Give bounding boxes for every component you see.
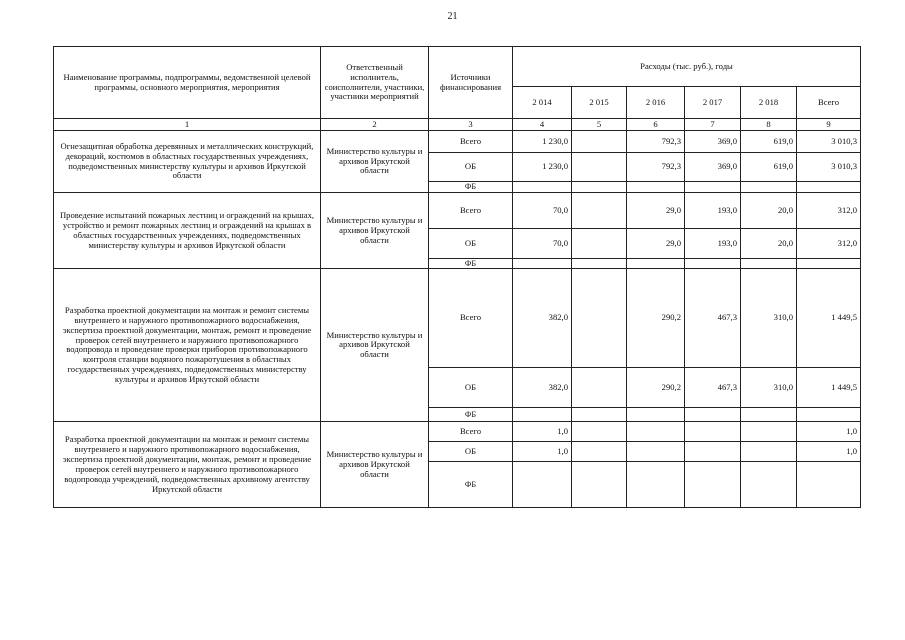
column-number: 5 <box>572 119 627 131</box>
value-cell <box>572 193 627 229</box>
value-cell: 1,0 <box>513 422 572 442</box>
table-row <box>54 422 861 442</box>
total-cell: 1,0 <box>797 422 861 442</box>
value-cell <box>627 462 685 508</box>
table-row <box>54 269 861 368</box>
value-cell: 290,2 <box>627 269 685 368</box>
value-cell <box>685 442 741 462</box>
source-cell: Всего <box>429 422 513 442</box>
value-cell <box>513 462 572 508</box>
total-cell <box>797 462 861 508</box>
source-cell: ОБ <box>429 368 513 408</box>
value-cell: 467,3 <box>685 368 741 408</box>
activity-name: Огнезащитная обработка деревянных и металлических конструкций, декораций, костюмов в областных государственных учреждениях, подведомственных министерству культуры и архивов Иркутской области <box>54 131 321 193</box>
value-cell <box>572 442 627 462</box>
header-responsible: Ответственный исполнитель, соисполнители, участники, участники мероприятий <box>321 47 429 119</box>
column-number: 6 <box>627 119 685 131</box>
header-name: Наименование программы, подпрограммы, ведомственной целевой программы, основного мероприятия, мероприятия <box>54 47 321 119</box>
table-row <box>54 193 861 229</box>
value-cell <box>627 259 685 269</box>
header-expenses: Расходы (тыс. руб.), годы <box>513 47 861 87</box>
value-cell <box>572 408 627 422</box>
column-numbers-row <box>54 119 861 131</box>
value-cell: 792,3 <box>627 131 685 153</box>
value-cell: 467,3 <box>685 269 741 368</box>
value-cell <box>572 131 627 153</box>
responsible-org: Министерство культуры и архивов Иркутской области <box>321 193 429 269</box>
value-cell: 619,0 <box>741 131 797 153</box>
value-cell: 1 230,0 <box>513 131 572 153</box>
value-cell: 70,0 <box>513 229 572 259</box>
source-cell: ФБ <box>429 408 513 422</box>
value-cell: 382,0 <box>513 269 572 368</box>
value-cell <box>627 442 685 462</box>
column-number: 4 <box>513 119 572 131</box>
responsible-org: Министерство культуры и архивов Иркутской области <box>321 131 429 193</box>
total-cell: 1 449,5 <box>797 368 861 408</box>
value-cell <box>572 229 627 259</box>
header-row <box>54 47 861 87</box>
activity-name: Разработка проектной документации на монтаж и ремонт системы внутреннего и наружного противопожарного водоснабжения, экспертиза проектной документации, монтаж, ремонт и проведение проверок сетей внутреннего и наружного противопожарного водопровода учреждений, подведомственных архивному агентству Иркутской области <box>54 422 321 508</box>
value-cell: 382,0 <box>513 368 572 408</box>
value-cell <box>741 462 797 508</box>
value-cell <box>685 462 741 508</box>
value-cell: 193,0 <box>685 193 741 229</box>
value-cell <box>513 259 572 269</box>
value-cell <box>685 182 741 193</box>
value-cell <box>741 408 797 422</box>
total-cell: 312,0 <box>797 193 861 229</box>
source-cell: ФБ <box>429 259 513 269</box>
source-cell: ОБ <box>429 442 513 462</box>
source-cell: ОБ <box>429 153 513 182</box>
value-cell <box>572 269 627 368</box>
value-cell: 310,0 <box>741 269 797 368</box>
value-cell <box>685 259 741 269</box>
value-cell <box>572 462 627 508</box>
column-number: 2 <box>321 119 429 131</box>
value-cell <box>572 259 627 269</box>
year-header: 2 016 <box>627 87 685 119</box>
total-cell: 312,0 <box>797 229 861 259</box>
budget-table <box>53 46 861 508</box>
value-cell: 619,0 <box>741 153 797 182</box>
total-cell <box>797 182 861 193</box>
value-cell: 1 230,0 <box>513 153 572 182</box>
value-cell: 1,0 <box>513 442 572 462</box>
total-cell <box>797 408 861 422</box>
year-header: 2 018 <box>741 87 797 119</box>
total-cell: 1,0 <box>797 442 861 462</box>
value-cell: 20,0 <box>741 193 797 229</box>
page-number: 21 <box>447 11 458 22</box>
value-cell <box>741 442 797 462</box>
value-cell <box>685 408 741 422</box>
table-row <box>54 131 861 153</box>
year-header: 2 014 <box>513 87 572 119</box>
value-cell: 70,0 <box>513 193 572 229</box>
source-cell: Всего <box>429 269 513 368</box>
value-cell: 29,0 <box>627 229 685 259</box>
value-cell <box>572 153 627 182</box>
value-cell: 792,3 <box>627 153 685 182</box>
value-cell <box>572 422 627 442</box>
value-cell <box>685 422 741 442</box>
total-cell: 1 449,5 <box>797 269 861 368</box>
source-cell: Всего <box>429 131 513 153</box>
activity-name: Разработка проектной документации на монтаж и ремонт системы внутреннего и наружного противопожарного водоснабжения, экспертиза проектной документации, монтаж, ремонт и проведение проверок сетей внутреннего и наружного противопожарного водопровода и проведение проверки приборов противопожарного контроля станции водяного пожаротушения в областных государственных учреждениях, подведомственных министерству культуры и архивов Иркутской области <box>54 269 321 422</box>
column-number: 8 <box>741 119 797 131</box>
column-number: 9 <box>797 119 861 131</box>
value-cell: 369,0 <box>685 153 741 182</box>
value-cell: 369,0 <box>685 131 741 153</box>
year-header: 2 017 <box>685 87 741 119</box>
responsible-org: Министерство культуры и архивов Иркутской области <box>321 422 429 508</box>
value-cell <box>572 368 627 408</box>
total-cell: 3 010,3 <box>797 153 861 182</box>
value-cell <box>741 182 797 193</box>
value-cell: 20,0 <box>741 229 797 259</box>
value-cell <box>572 182 627 193</box>
column-number: 3 <box>429 119 513 131</box>
column-number: 7 <box>685 119 741 131</box>
source-cell: ФБ <box>429 182 513 193</box>
value-cell: 310,0 <box>741 368 797 408</box>
responsible-org: Министерство культуры и архивов Иркутской области <box>321 269 429 422</box>
total-header: Всего <box>797 87 861 119</box>
value-cell: 290,2 <box>627 368 685 408</box>
value-cell <box>513 182 572 193</box>
value-cell <box>741 259 797 269</box>
value-cell: 193,0 <box>685 229 741 259</box>
column-number: 1 <box>54 119 321 131</box>
value-cell <box>627 422 685 442</box>
source-cell: ОБ <box>429 229 513 259</box>
value-cell <box>513 408 572 422</box>
activity-name: Проведение испытаний пожарных лестниц и ограждений на крышах, устройство и ремонт пожарных лестниц и ограждений на крышах в областных государственных учреждениях, подведомственных министерству культуры и архивов Иркутской области <box>54 193 321 269</box>
source-cell: Всего <box>429 193 513 229</box>
value-cell <box>627 182 685 193</box>
total-cell <box>797 259 861 269</box>
total-cell: 3 010,3 <box>797 131 861 153</box>
value-cell <box>741 422 797 442</box>
year-header: 2 015 <box>572 87 627 119</box>
value-cell: 29,0 <box>627 193 685 229</box>
source-cell: ФБ <box>429 462 513 508</box>
header-sources: Источники финансирования <box>429 47 513 119</box>
value-cell <box>627 408 685 422</box>
